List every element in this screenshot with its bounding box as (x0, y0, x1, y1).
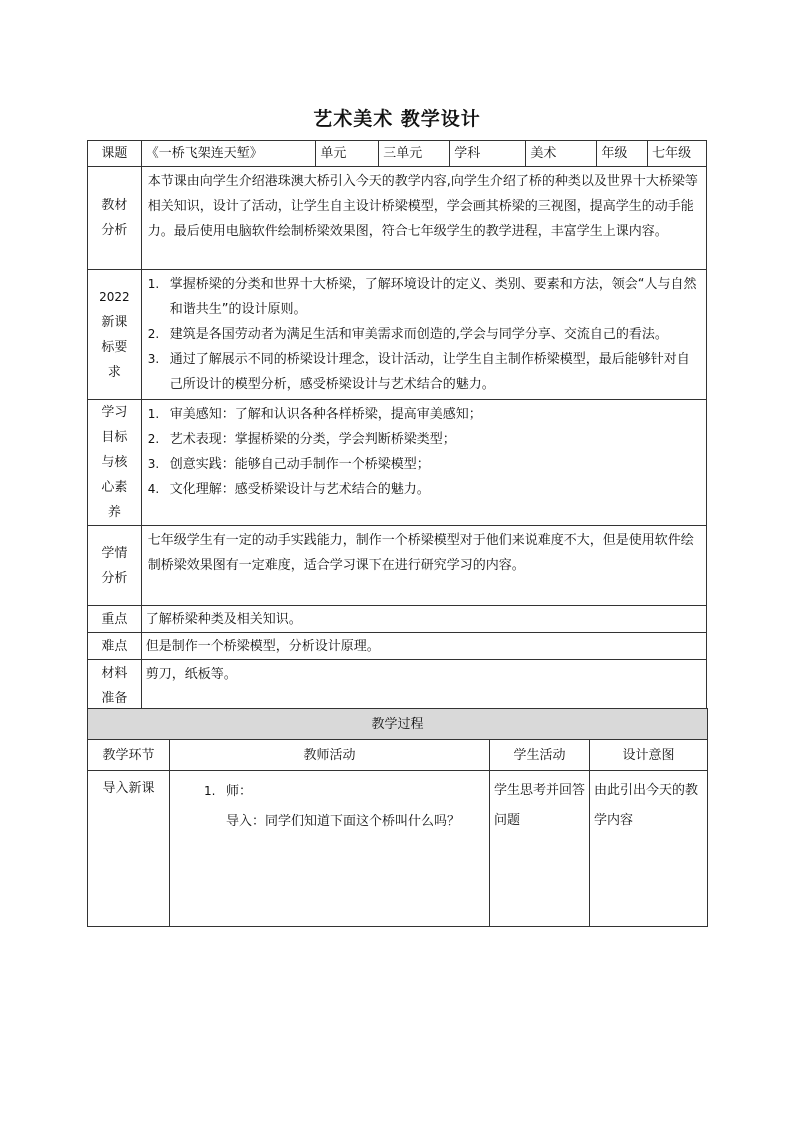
list-text: 艺术表现：掌握桥梁的分类，学会判断桥梁类型； (169, 432, 456, 447)
list-item (148, 322, 700, 347)
list-text: 通过了解展示不同的桥梁设计理念，设计活动，让学生自主制作桥梁模型，最后能够针对自己所设计的模型分析，感受桥梁设计与艺术结合的魅力。 (169, 352, 690, 392)
list-item (148, 427, 700, 452)
material-analysis-label (88, 167, 142, 270)
list-number: 3. (147, 457, 160, 471)
standards-label-text: 新课标要求 (101, 314, 128, 380)
learner-analysis-row (88, 526, 707, 606)
teacher-line-1-text: 师： (226, 784, 253, 799)
list-text: 创意实践：能够自己动手制作一个桥梁模型； (169, 457, 430, 472)
subject-value: 美术 (526, 141, 597, 167)
lesson-info-table (87, 140, 707, 712)
list-text: 建筑是各国劳动者为满足生活和审美需求而创造的,学会与同学分享、交流自己的看法。 (169, 327, 668, 342)
teacher-line-1 (174, 776, 485, 807)
table-row (88, 771, 708, 927)
topic-label: 课题 (88, 141, 142, 167)
key-point-label: 重点 (88, 606, 142, 633)
document-title: 艺术美术 教学设计 (313, 108, 481, 130)
topic-value: 《一桥飞架连天堑》 (141, 141, 316, 167)
column-header-stage: 教学环节 (88, 740, 170, 771)
list-item (148, 452, 700, 477)
list-item (148, 347, 700, 397)
column-header-student: 学生活动 (490, 740, 590, 771)
header-row (88, 141, 707, 167)
standards-year: 2022 (99, 289, 130, 304)
key-point-row (88, 606, 707, 633)
material-analysis-row (88, 167, 707, 270)
process-heading-row (88, 709, 708, 740)
stage-cell: 导入新课 (88, 771, 170, 927)
standards-label (88, 270, 142, 400)
unit-value: 三单元 (379, 141, 450, 167)
process-header-row (88, 740, 708, 771)
unit-label: 单元 (316, 141, 379, 167)
list-number: 2. (147, 327, 160, 341)
standards-row (88, 270, 707, 400)
list-text: 文化理解：感受桥梁设计与艺术结合的魅力。 (169, 482, 430, 497)
difficulty-row (88, 633, 707, 660)
teacher-line-number: 1. (204, 784, 216, 798)
learner-analysis-text: 七年级学生有一定的动手实践能力，制作一个桥梁模型对于他们来说难度不大，但是使用软件绘制桥梁效果图有一定难度，适合学习课下在进行研究学习的内容。 (141, 526, 706, 606)
material-analysis-label-text: 教材分析 (101, 198, 128, 238)
grade-value: 七年级 (648, 141, 707, 167)
objectives-label (88, 400, 142, 526)
materials-label (88, 660, 142, 712)
difficulty-text: 但是制作一个桥梁模型，分析设计原理。 (141, 633, 706, 660)
list-number: 1. (147, 407, 160, 421)
list-number: 4. (147, 482, 160, 496)
grade-label: 年级 (597, 141, 648, 167)
learner-analysis-label (88, 526, 142, 606)
material-analysis-text: 本节课由向学生介绍港珠澳大桥引入今天的教学内容,向学生介绍了桥的种类以及世界十大桥梁等相关知识，设计了活动，让学生自主设计桥梁模型，学会画其桥梁的三视图，提高学生的动手能力。最后使用电脑软件绘制桥梁效果图，符合七年级学生的教学进程，丰富学生上课内容。 (141, 167, 706, 270)
learner-analysis-label-text: 学情分析 (101, 545, 128, 586)
objectives-label-text: 学习目标与核心素养 (101, 405, 128, 520)
difficulty-label: 难点 (88, 633, 142, 660)
column-header-intent: 设计意图 (590, 740, 708, 771)
column-header-teacher: 教师活动 (170, 740, 490, 771)
teacher-line-2: 导入：同学们知道下面这个桥叫什么吗？ (226, 814, 461, 829)
materials-row (88, 660, 707, 712)
design-intent-cell: 由此引出今天的教学内容 (590, 771, 708, 927)
list-item (148, 272, 700, 322)
list-number: 2. (147, 432, 160, 446)
list-item (148, 402, 700, 427)
materials-label-text: 材料准备 (101, 665, 128, 706)
process-heading: 教学过程 (88, 709, 708, 740)
teaching-process-table (87, 708, 708, 927)
objectives-row (88, 400, 707, 526)
list-number: 1. (147, 277, 160, 291)
list-text: 掌握桥梁的分类和世界十大桥梁，了解环境设计的定义、类别、要素和方法，领会“人与自然和谐共生”的设计原则。 (169, 277, 697, 317)
materials-text: 剪刀，纸板等。 (141, 660, 706, 712)
key-point-text: 了解桥梁种类及相关知识。 (141, 606, 706, 633)
list-number: 3. (147, 352, 160, 366)
objectives-list (141, 400, 706, 526)
list-item (148, 477, 700, 502)
student-activity-cell: 学生思考并回答问题 (490, 771, 590, 927)
list-text: 审美感知：了解和认识各种各样桥梁，提高审美感知； (169, 407, 482, 422)
teacher-activity-cell (170, 771, 490, 927)
subject-label: 学科 (450, 141, 526, 167)
standards-list (141, 270, 706, 400)
